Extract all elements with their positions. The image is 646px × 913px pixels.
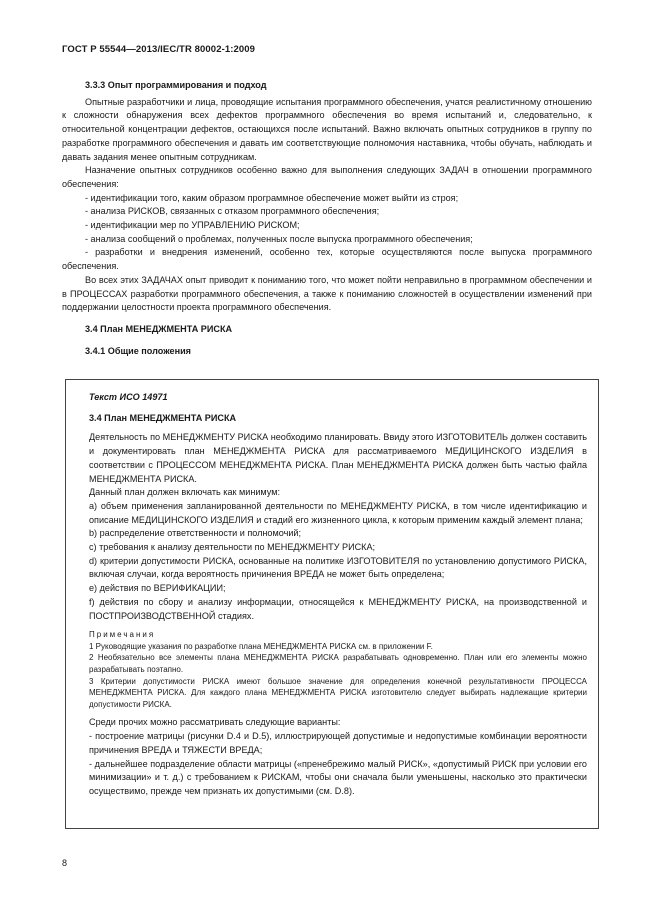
note-item: 2 Необязательно все элементы плана МЕНЕДЖМЕНТА РИСКА разрабатывать одновременно. План или его элементы можно разрабатывать поэтапно. [89,653,587,675]
list-item: - анализа РИСКОВ, связанных с отказом программного обеспечения; [85,206,380,217]
section-heading-3-4: 3.4 План МЕНЕДЖМЕНТА РИСКА [85,323,233,334]
list-item: - разработки и внедрения изменений, особенно тех, которые осуществляются после выпуска программного обеспечения. [62,247,592,272]
list-item: d) критерии допустимости РИСКА, основанные на политике ИЗГОТОВИТЕЛЯ по установлению допустимого РИСКА, включая случаи, когда вероятность причинения ВРЕДА не может быть определена; [89,555,587,580]
quote-box-title: Текст ИСО 14971 [89,392,168,402]
iso-quote-box [65,379,599,829]
paragraph: Во всех этих ЗАДАЧАХ опыт приводит к пониманию того, что может пойти неправильно в программном обеспечении и в ПРОЦЕССАХ разработки программного обеспечения, а также к пониманию сложностей в осуществлении изменений при поддержании целостности проекта программного обеспечения. [62,274,592,313]
list-item: a) объем применения запланированной деятельности по МЕНЕДЖМЕНТУ РИСКА, в том числе идентификацию и описание МЕДИЦИНСКОГО ИЗДЕЛИЯ и стадий его жизненного цикла, к которым применим каждый элемент плана; [89,500,587,525]
list-item: - идентификации мер по УПРАВЛЕНИЮ РИСКОМ; [85,220,300,231]
list-item: f) действия по сбору и анализу информации, относящейся к МЕНЕДЖМЕНТУ РИСКА, на производственной и ПОСТПРОИЗВОДСТВЕННОЙ стадиях. [89,596,587,621]
notes-heading: Примечания [89,630,156,640]
note-item: 1 Руководящие указания по разработке плана МЕНЕДЖМЕНТА РИСКА см. в приложении F. [89,641,433,651]
paragraph: Опытные разработчики и лица, проводящие испытания программного обеспечения, учатся реалистичному отношению к сложности обнаружения всех дефектов программного обеспечения во время испытаний и, следовательно, к относительной концентрации дефектов, остающихся после испытаний. Важно включать опытных сотрудников в группу по разработке программного обеспечения и давать им соответствующие полномочия наставника, чтобы обучать, наблюдать и давать задания менее опытным сотрудникам. [62,96,592,162]
section-heading-3-3-3: 3.3.3 Опыт программирования и подход [85,80,267,90]
list-item: - идентификации того, каким образом программное обеспечение может выйти из строя; [85,192,459,203]
list-item: e) действия по ВЕРИФИКАЦИИ; [89,583,226,594]
list-item: - построение матрицы (рисунки D.4 и D.5), иллюстрирующей допустимые и недопустимые комбинации вероятности причинения ВРЕДА и ТЯЖЕСТИ ВРЕДА; [89,731,587,755]
quote-box-heading: 3.4 План МЕНЕДЖМЕНТА РИСКА [89,412,237,423]
list-item: c) требования к анализу деятельности по МЕНЕДЖМЕНТУ РИСКА; [89,542,376,553]
section-heading-3-4-1: 3.4.1 Общие положения [85,345,191,356]
paragraph: Среди прочих можно рассматривать следующие варианты: [89,717,341,728]
document-header: ГОСТ Р 55544—2013/IEC/TR 80002-1:2009 [62,44,256,55]
note-item: 3 Критерии допустимости РИСКА имеют большое значение для определения конечной результативности ПРОЦЕССА МЕНЕДЖМЕНТА РИСКА. Для каждого плана МЕНЕДЖМЕНТА РИСКА изготовителю следует выбирать надлежащие критерии допустимости РИСКА. [89,676,587,709]
notes-block [89,629,587,710]
paragraph: Данный план должен включать как минимум: [89,487,281,498]
main-content [62,79,592,361]
paragraph: Назначение опытных сотрудников особенно важно для выполнения следующих ЗАДАЧ в отношении программного обеспечения: [62,165,592,189]
page-number: 8 [62,858,68,868]
paragraph: Деятельность по МЕНЕДЖМЕНТУ РИСКА необходимо планировать. Ввиду этого ИЗГОТОВИТЕЛЬ должен составить и документировать план МЕНЕДЖМЕНТА РИСКА для рассматриваемого МЕДИЦИНСКОГО ИЗДЕЛИЯ в соответствии с ПРОЦЕССОМ МЕНЕДЖМЕНТА РИСКА. План МЕНЕДЖМЕНТА РИСКА должен быть частью файла МЕНЕДЖМЕНТА РИСКА. [89,432,587,484]
list-item: - анализа сообщений о проблемах, полученных после выпуска программного обеспечения; [85,233,473,244]
list-item: - дальнейшее подразделение области матрицы («пренебрежимо малый РИСК», «допустимый РИСК при условии его минимизации» и т. д.) с требованием к РИСКАМ, чтобы они сначала были уменьшены, насколько это практически осуществимо, прежде чем признать их допустимыми (см. D.8). [89,758,587,796]
list-item: b) распределение ответственности и полномочий; [89,528,302,539]
